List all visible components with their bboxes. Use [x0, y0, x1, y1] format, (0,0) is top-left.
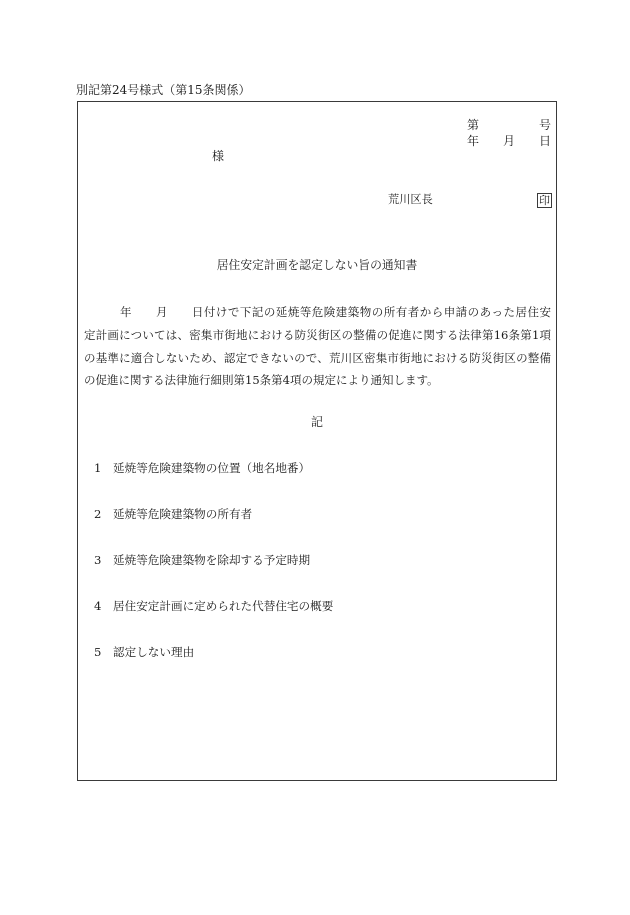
seal-mark: 印 [539, 194, 550, 207]
document-number-line: 第 号 [467, 118, 552, 132]
list-item [94, 461, 514, 475]
list-item [94, 507, 514, 521]
form-label: 別記第24号様式（第15条関係） [76, 83, 251, 97]
document-date-line: 年 月 日 [467, 134, 552, 148]
notice-title: 居住安定計画を認定しない旨の通知書 [216, 258, 418, 272]
body-line: 定計画については、密集市街地における防災街区の整備の促進に関する法律第16条第1項 [84, 328, 551, 342]
item-number: 4 [94, 599, 102, 613]
list-item [94, 645, 514, 659]
list-item [94, 553, 514, 567]
item-number: 5 [94, 645, 102, 659]
item-label: 延焼等危険建築物を除却する予定時期 [113, 553, 311, 567]
item-label: 延焼等危険建築物の位置（地名地番） [113, 461, 311, 475]
body-line: 年 月 日付けで下記の延焼等危険建築物の所有者から申請のあった居住安 [84, 305, 551, 319]
document-frame [77, 101, 557, 781]
item-number: 1 [94, 461, 102, 475]
item-label: 認定しない理由 [113, 645, 195, 659]
list-item [94, 599, 514, 613]
ki-heading: 記 [310, 415, 323, 429]
sender-name: 荒川区長 [388, 193, 433, 206]
body-line: の基準に適合しないため、認定できないので、荒川区密集市街地における防災街区の整備 [84, 351, 551, 365]
item-number: 2 [94, 507, 102, 521]
addressee-honorific: 様 [212, 149, 225, 163]
body-line: の促進に関する法律施行細則第15条第4項の規定により通知します。 [84, 373, 439, 387]
item-label: 居住安定計画に定められた代替住宅の概要 [113, 599, 334, 613]
item-number: 3 [94, 553, 102, 567]
item-label: 延焼等危険建築物の所有者 [113, 507, 253, 521]
